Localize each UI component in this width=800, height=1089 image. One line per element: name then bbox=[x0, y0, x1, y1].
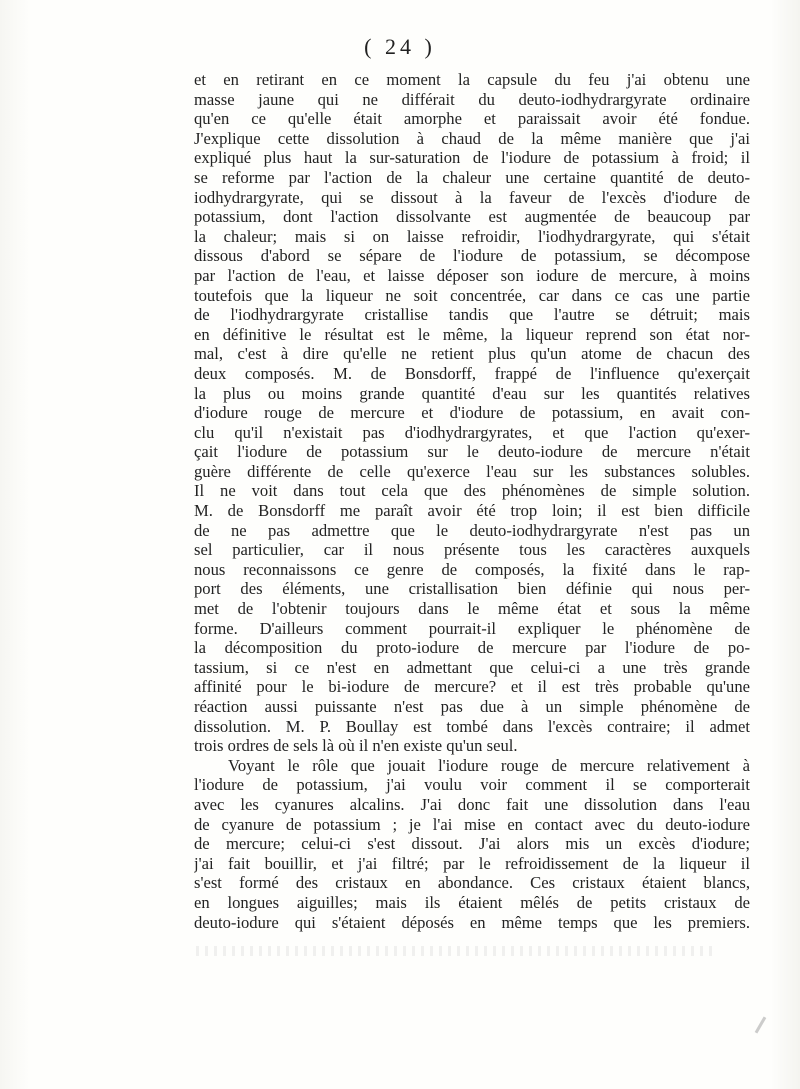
text-line: met de l'obtenir toujours dans le même état et sous la même bbox=[194, 599, 750, 619]
text-line: la chaleur; mais si on laisse refroidir, l'iodhydrargyrate, qui s'était bbox=[194, 226, 750, 246]
bleed-through-smudge bbox=[196, 946, 716, 956]
text-line: de mercure; celui-ci s'est dissout. J'ai alors mis un excès d'iodure; bbox=[194, 834, 750, 854]
text-line: tassium, si ce n'est en admettant que celui-ci a une très grande bbox=[194, 657, 750, 677]
page-number: ( 24 ) bbox=[364, 34, 436, 59]
text-line: par l'action de l'eau, et laisse déposer son iodure de mercure, à moins bbox=[194, 265, 750, 285]
text-line: affinité pour le bi-iodure de mercure? et il est très probable qu'une bbox=[194, 677, 750, 697]
text-line: dissous d'abord se sépare de l'iodure de potassium, se décompose bbox=[194, 246, 750, 266]
text-line: clu qu'il n'existait pas d'iodhydrargyrates, et que l'action qu'exer- bbox=[194, 422, 750, 442]
text-line: j'ai fait bouillir, et j'ai filtré; par le refroidissement de la liqueur il bbox=[194, 853, 750, 873]
text-line: en longues aiguilles; mais ils étaient mêlés de petits cristaux de bbox=[194, 892, 750, 912]
text-line: deuto-iodure qui s'étaient déposés en même temps que les premiers. bbox=[194, 912, 750, 932]
text-line: forme. D'ailleurs comment pourrait-il expliquer le phénomène de bbox=[194, 618, 750, 638]
text-line: J'explique cette dissolution à chaud de la même manière que j'ai bbox=[194, 128, 750, 148]
text-line: guère différente de celle qu'exerce l'eau sur les substances solubles. bbox=[194, 461, 750, 481]
text-line: s'est formé des cristaux en abondance. Ces cristaux étaient blancs, bbox=[194, 873, 750, 893]
text-line: nous reconnaissons ce genre de composés, la fixité dans le rap- bbox=[194, 559, 750, 579]
text-line: se reforme par l'action de la chaleur une certaine quantité de deuto- bbox=[194, 167, 750, 187]
text-line: d'iodure rouge de mercure et d'iodure de potassium, en avait con- bbox=[194, 403, 750, 423]
text-line: Il ne voit dans tout cela que des phénomènes de simple solution. bbox=[194, 481, 750, 501]
text-line: la décomposition du proto-iodure de mercure par l'iodure de po- bbox=[194, 638, 750, 658]
text-line: l'iodure de potassium, j'ai voulu voir comment il se comporterait bbox=[194, 775, 750, 795]
text-line: et en retirant en ce moment la capsule du feu j'ai obtenu une bbox=[194, 70, 750, 89]
text-line: en définitive le résultat est le même, la liqueur reprend son état nor- bbox=[194, 324, 750, 344]
text-line: de cyanure de potassium ; je l'ai mise en contact avec du deuto-iodure bbox=[194, 814, 750, 834]
text-line: port des éléments, une cristallisation bien définie qui nous per- bbox=[194, 579, 750, 599]
text-line: iodhydrargyrate, qui se dissout à la faveur de l'excès d'iodure de bbox=[194, 187, 750, 207]
text-line-paragraph-end: trois ordres de sels là où il n'en existe qu'un seul. bbox=[194, 736, 518, 756]
text-line: M. de Bonsdorff me paraît avoir été trop loin; il est bien difficile bbox=[194, 501, 750, 521]
text-line: toutefois que la liqueur ne soit concentrée, car dans ce cas une partie bbox=[194, 285, 750, 305]
text-line: dissolution. M. P. Boullay est tombé dans l'excès contraire; il admet bbox=[194, 716, 750, 736]
text-line: masse jaune qui ne différait du deuto-iodhydrargyrate ordinaire bbox=[194, 89, 750, 109]
text-line: avec les cyanures alcalins. J'ai donc fait une dissolution dans l'eau bbox=[194, 794, 750, 814]
text-line: deux composés. M. de Bonsdorff, frappé de l'influence qu'exerçait bbox=[194, 363, 750, 383]
text-line-paragraph-start: Voyant le rôle que jouait l'iodure rouge de mercure relativement à bbox=[228, 755, 750, 775]
text-line: mal, c'est à dire qu'elle ne retient plus qu'un atome de chacun des bbox=[194, 344, 750, 364]
text-line: potassium, dont l'action dissolvante est augmentée de beaucoup par bbox=[194, 207, 750, 227]
margin-mark bbox=[755, 1016, 767, 1033]
body-text bbox=[194, 70, 750, 932]
text-line: expliqué plus haut la sur-saturation de l'iodure de potassium à froid; il bbox=[194, 148, 750, 168]
text-line: de ne pas admettre que le deuto-iodhydrargyrate n'est pas un bbox=[194, 520, 750, 540]
text-line: sel particulier, car il nous présente tous les caractères auxquels bbox=[194, 540, 750, 560]
text-line: la plus ou moins grande quantité d'eau sur les quantités relatives bbox=[194, 383, 750, 403]
text-line: qu'en ce qu'elle était amorphe et paraissait avoir été fondue. bbox=[194, 109, 750, 129]
text-line: de l'iodhydrargyrate cristallise tandis que l'autre se détruit; mais bbox=[194, 305, 750, 325]
text-line: réaction aussi puissante n'est pas due à un simple phénomène de bbox=[194, 697, 750, 716]
text-line: çait l'iodure de potassium sur le deuto-iodure de mercure n'était bbox=[194, 442, 750, 462]
